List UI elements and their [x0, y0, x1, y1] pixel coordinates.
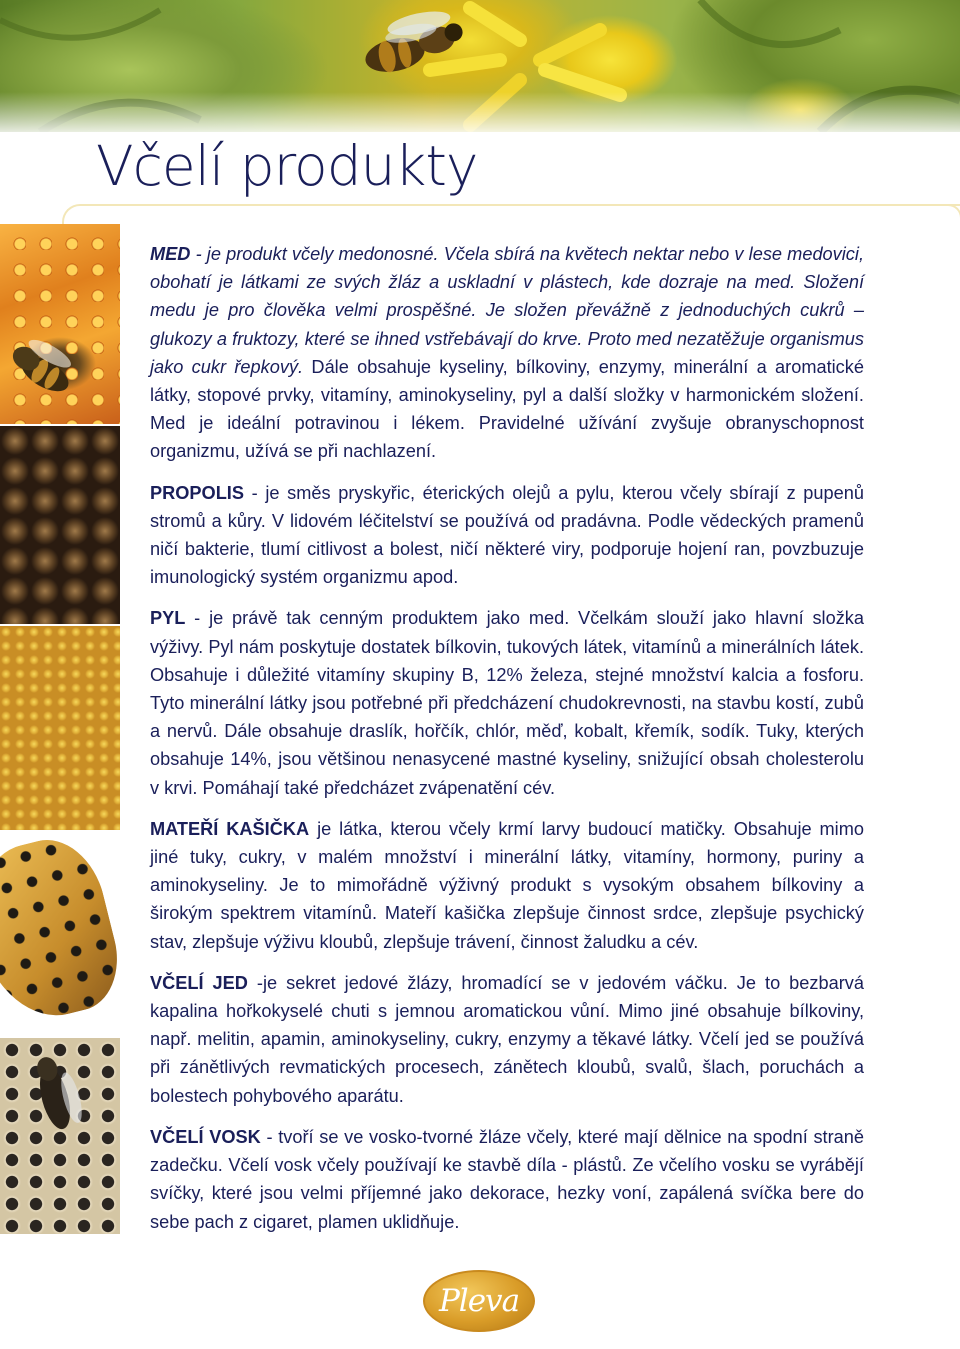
product-descriptions	[150, 240, 864, 1249]
section-term: MED	[150, 244, 191, 264]
brand-logo	[423, 1270, 535, 1332]
section-term: VČELÍ VOSK	[150, 1126, 261, 1147]
propolis-photo	[0, 426, 120, 624]
decorative-frame	[62, 204, 960, 226]
page-title: Včelí produkty	[96, 134, 478, 198]
section-royal-jelly	[150, 815, 864, 956]
section-term: VČELÍ JED	[150, 972, 248, 993]
bee-icon	[0, 224, 120, 424]
section-term: PROPOLIS	[150, 482, 244, 503]
section-text: je látka, kterou včely krmí larvy budoucí matičky. Obsahuje mimo jiné tuky, cukry, v malém množství i minerální látky, vitamíny, hormony, puriny a aminokyseliny. Je to mimořádně výživný produkt s vysokým obsahem bílkoviny a širokým spektrem vitamínů. Mateří kašička zlepšuje činnost srdce, zlepšuje psychický stav, zlepšuje výživu kloubů, zlepšuje trávení, činnost žaludku a cév.	[150, 818, 864, 952]
section-text: tvoří se ve vosko-tvorné žláze včely, které mají dělnice na spodní straně zadečku. Včelí vosk včely používají ke stavbě díla - plástů. Ze včelího vosku se vyrábějí svíčky, které jsou velmi příjemné jako dekorace, hezky voní, zapálená svíčka bere do sebe pach z cigaret, plamen uklidňuje.	[150, 1126, 865, 1232]
section-pollen: PYL - je právě tak cenným produktem jako med. Včelkám slouží jako hlavní složka výživy. Pyl nám poskytuje dostatek bílkovin, tukových látek, vitamínů a minerálních látek. Obsahuje i důležité vitamíny skupiny B, 12% železa, stejné množství kalcia a fosforu. Tyto minerální látky jsou potřebné při předcházení chudokrevnosti, na stavbu kostí, zubů a nervů. Dále obsahuje draslík, hořčík, chlór, měď, kobalt, křemík, sodík. Tuky, kterých obsahuje 14%, jsou většinou nenasycené mastné kyseliny, snižující obsah cholesterolu v krvi. Pomáhají také předcházet zvápenatění cév.	[150, 608, 864, 798]
section-text-italic: je produkt včely medonosné. Včela sbírá na květech nektar nebo v lese medovici, obohatí je látkami ze svých žláz a uskladní v plástech, kde dozraje na med. Složení medu je pro člověka velmi prospěšné. Je složen převážně z jednoduchých cukrů – glukozy a fruktozy, které se ihned vstřebávají do krve. Proto med nezatěžuje organismus jako cukr řepkový.	[150, 244, 864, 377]
section-text: je směs pryskyřic, éterických olejů a pylu, kterou včely sbírají z pupenů stromů a kůry. V lidovém léčitelství se používá od pradávna. Podle vědeckých pramenů ničí bakterie, tlumí citlivost a bolest, ničí některé viry, podporuje hojení ran, povzbuzuje imunologický systém organizmu apod.	[150, 482, 864, 588]
honey-photo	[0, 224, 120, 424]
section-text: Dále obsahuje kyseliny, bílkoviny, enzymy, minerální a aromatické látky, stopové prvky, vitamíny, aminokyseliny, pyl a další složky v harmonickém složení. Med je ideální potravinou i lékem. Pravidelné užívání zvyšuje obranyschopnost organizmu, užívá se při nachlazení.	[150, 356, 864, 462]
section-honey: MED - je produkt včely medonosné. Včela sbírá na květech nektar nebo v lese medovici, obohatí je látkami ze svých žláz a uskladní v plástech, kde dozraje na med. Složení medu je pro člověka velmi prospěšné. Je složen převážně z jednoduchých cukrů – glukozy a fruktozy, které se ihned vstřebávají do krve. Proto med nezatěžuje organismus jako cukr řepkový. Dále obsahuje kyseliny, bílkoviny, enzymy, minerální a aromatické látky, stopové prvky, vitamíny, aminokyseliny, pyl a další složky v harmonickém složení. Med je ideální potravinou i lékem. Pravidelné užívání zvyšuje obranyschopnost organizmu, užívá se při nachlazení.	[150, 244, 864, 462]
brand-logo-text: Pleva	[438, 1283, 520, 1319]
pollen-photo	[0, 626, 120, 830]
bee-icon	[0, 1038, 120, 1234]
section-term: PYL	[150, 608, 186, 629]
header-photo	[0, 0, 960, 132]
section-bee-venom: VČELÍ JED -je sekret jedové žlázy, hromadící se v jedovém váčku. Je to bezbarvá kapalina hořkokyselé chuti s jemnou aromatickou vůní. Mimo jiné obsahuje bílkoviny, např. melitin, apamin, aminokyseliny, cukry, enzymy a těkavé látky. Včelí jed se používá při zánětlivých revmatických procesech, zánětech kloubů, svalů, šlach, poruchách a bolestech pohybového aparátu.	[150, 972, 864, 1106]
section-text: je sekret jedové žlázy, hromadící se v jedovém váčku. Je to bezbarvá kapalina hořkokyselé chuti s jemnou aromatickou vůní. Mimo jiné obsahuje bílkoviny, např. melitin, apamin, aminokyseliny, cukry, enzymy a těkavé látky. Včelí jed se používá při zánětlivých revmatických procesech, zánětech kloubů, svalů, šlach, poruchách a bolestech pohybového aparátu.	[150, 972, 864, 1106]
section-term: MATEŘÍ KAŠIČKA	[150, 818, 310, 839]
section-text: je právě tak cenným produktem jako med. Včelkám slouží jako hlavní složka výživy. Pyl nám poskytuje dostatek bílkovin, tukových látek, vitamínů a minerálních látek. Obsahuje i důležité vitamíny skupiny B, 12% železa, stejné množství kalcia a fosforu. Tyto minerální látky jsou potřebné při předcházení chudokrevnosti, na stavbu kostí, zubů a nervů. Dále obsahuje draslík, hořčík, chlór, měď, kobalt, křemík, sodík. Tuky, kterých obsahuje 14%, jsou většinou nenasycené mastné kyseliny, snižující obsah cholesterolu v krvi. Pomáhají také předcházet zvápenatění cév.	[150, 608, 864, 798]
section-beeswax: VČELÍ VOSK - tvoří se ve vosko-tvorné žláze včely, které mají dělnice na spodní straně zadečku. Včelí vosk včely používají ke stavbě díla - plástů. Ze včelího vosku se vyrábějí svíčky, které jsou velmi příjemné jako dekorace, hezky voní, zapálená svíčka bere do sebe pach z cigaret, plamen uklidňuje.	[150, 1126, 865, 1232]
royal-jelly-photo	[0, 832, 120, 1036]
wax-comb-photo	[0, 1038, 120, 1234]
section-propolis: PROPOLIS - je směs pryskyřic, éterických olejů a pylu, kterou včely sbírají z pupenů stromů a kůry. V lidovém léčitelství se používá od pradávna. Podle vědeckých pramenů ničí bakterie, tlumí citlivost a bolest, ničí některé viry, podporuje hojení ran, povzbuzuje imunologický systém organizmu apod.	[150, 482, 864, 588]
